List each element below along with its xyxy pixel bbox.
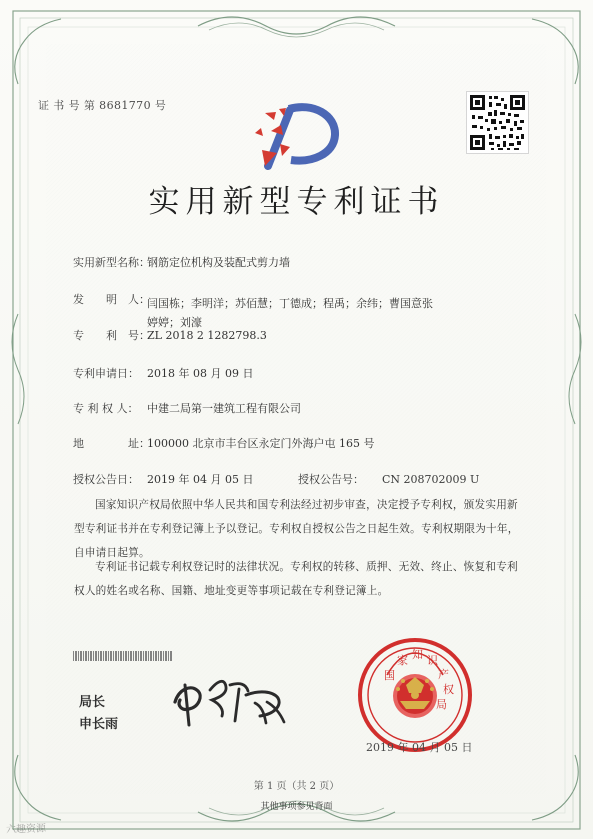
patent-number-label: 专 利 号： (73, 329, 150, 342)
patentee-label: 专 利 权 人： (73, 402, 139, 415)
watermark-text: 六趣资源 (5, 823, 47, 836)
utility-name-value: 钢筋定位机构及装配式剪力墙 (147, 256, 290, 269)
seal-date: 2019 年 04 月 05 日 (366, 741, 473, 754)
qr-code-icon (466, 91, 529, 154)
director-title: 局长 (79, 695, 106, 710)
grant-paragraph-1: 国家知识产权局依照中华人民共和国专利法经过初步审查，决定授予专利权，颁发实用新型专利证书并在专利登记簿上予以登记。专利权自授权公告之日起生效。专利权期限为十年，自申请日起算。 (74, 499, 519, 559)
patentee-value: 中建二局第一建筑工程有限公司 (147, 402, 301, 415)
address-label: 地 址： (73, 437, 150, 450)
grant-number-value: CN 208702009 U (382, 473, 480, 486)
grant-paragraph-2: 专利证书记载专利权登记时的法律状况。专利权的转移、质押、无效、终止、恢复和专利权人的姓名或名称、国籍、地址变更等事项记载在专利登记簿上。 (74, 561, 518, 597)
patent-number-value: ZL 2018 2 1282798.3 (147, 329, 267, 342)
qr-pattern (467, 92, 528, 153)
patent-logo-icon (255, 92, 350, 180)
application-date-label: 专利申请日： (73, 367, 139, 380)
utility-name-label: 实用新型名称： (73, 256, 150, 269)
svg-text:国: 国 (384, 669, 395, 682)
page-count: 第 1 页（共 2 页） (253, 781, 340, 792)
svg-text:知: 知 (412, 648, 423, 661)
svg-text:产: 产 (438, 668, 449, 681)
inventors-value: 闫国栋；李明洋；苏佰慧；丁德成；程禹；余纬；曹国意张婷婷；刘濠 (147, 297, 433, 329)
svg-text:权: 权 (443, 683, 454, 696)
svg-text:家: 家 (397, 654, 408, 667)
certificate-number: 证 书 号 第 8681770 号 (38, 99, 167, 112)
director-name: 申长雨 (79, 717, 119, 732)
signature-mark (167, 667, 295, 740)
certificate-title: 实用新型专利证书 (148, 184, 445, 220)
application-date-value: 2018 年 08 月 09 日 (147, 367, 254, 380)
back-note: 其他事项参见背面 (260, 802, 333, 812)
barcode-strip (73, 651, 173, 661)
grant-date-label: 授权公告日： (73, 473, 139, 486)
patent-office-logo (255, 92, 350, 180)
grant-date-value: 2019 年 04 月 05 日 (147, 473, 254, 486)
grant-number-label: 授权公告号： (298, 473, 364, 486)
inventors-label: 发 明 人： (73, 293, 150, 306)
svg-text:局: 局 (436, 698, 447, 711)
address-value: 100000 北京市丰台区永定门外海户屯 165 号 (147, 437, 375, 450)
svg-text:识: 识 (427, 654, 438, 667)
official-seal-icon (356, 636, 474, 754)
